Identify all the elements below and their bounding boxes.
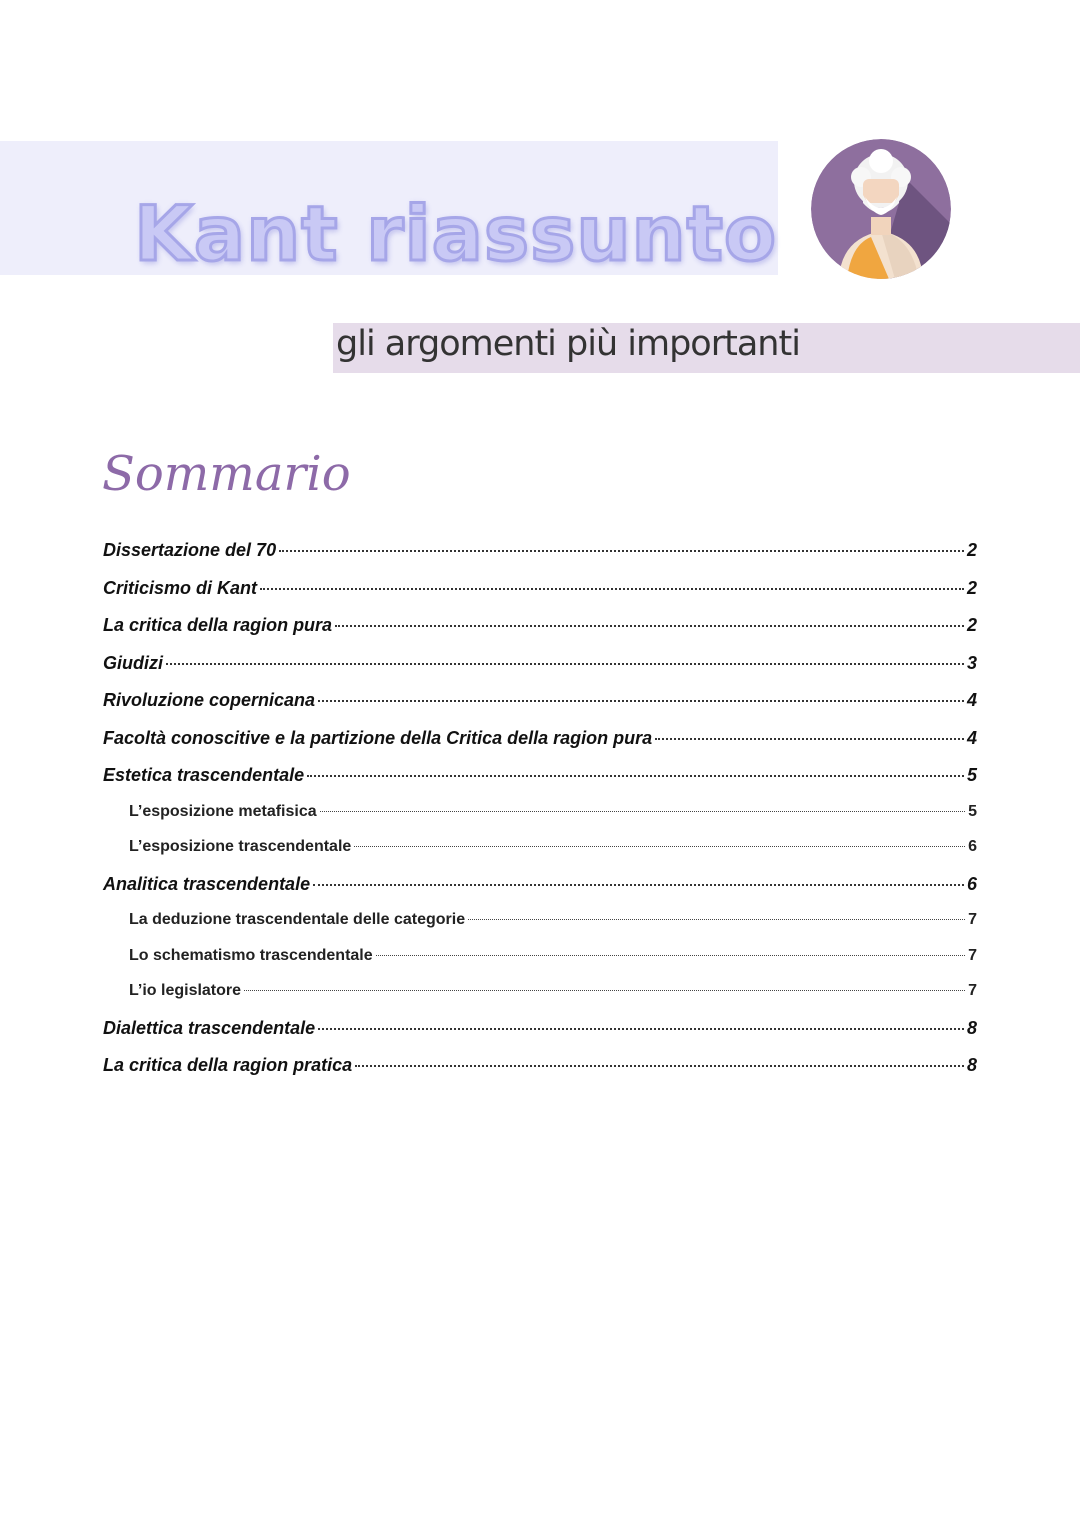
toc-entry-label: Dissertazione del 70 — [103, 540, 277, 560]
toc-entry[interactable] — [103, 690, 977, 728]
toc-entry[interactable] — [103, 653, 977, 691]
toc-entry-label: La critica della ragion pura — [103, 615, 333, 635]
toc-dot-leader — [355, 1065, 964, 1067]
toc-entry-label: Estetica trascendentale — [103, 765, 305, 785]
toc-entry[interactable] — [103, 1055, 977, 1093]
toc-dot-leader — [318, 1028, 964, 1030]
toc-entry[interactable] — [103, 982, 977, 1018]
toc-entry-page: 7 — [968, 911, 977, 928]
page-title: Kant riassunto — [134, 189, 778, 278]
toc-entry-label: L’esposizione trascendentale — [129, 838, 352, 855]
toc-entry-label: Criticismo di Kant — [103, 577, 258, 598]
toc-dot-leader — [307, 775, 964, 777]
toc-entry-page: 4 — [966, 727, 977, 748]
toc-entry-page: 7 — [968, 982, 977, 999]
toc-entry-label: La critica della ragion pratica — [103, 1055, 353, 1075]
toc-entry-page: 7 — [968, 946, 977, 964]
toc-dot-leader — [335, 625, 964, 627]
toc-entry-page: 5 — [968, 802, 977, 820]
toc-entry[interactable] — [103, 540, 977, 578]
toc-entry-page: 6 — [968, 838, 977, 855]
toc-entry[interactable] — [103, 1018, 977, 1056]
toc-entry-page: 2 — [966, 577, 977, 598]
toc-entry[interactable] — [103, 911, 977, 947]
toc-dot-leader — [354, 846, 965, 847]
toc-dot-leader — [655, 738, 964, 740]
toc-entry-page: 4 — [966, 690, 977, 710]
toc-entry-page: 2 — [966, 615, 977, 635]
toc-entry[interactable] — [103, 765, 977, 803]
toc-entry-label: L’esposizione metafisica — [129, 802, 317, 820]
toc-dot-leader — [468, 919, 965, 920]
toc-entry[interactable] — [103, 838, 977, 874]
toc-entry-label: Facoltà conoscitive e la partizione della Critica della ragion pura — [103, 727, 653, 748]
toc-entry[interactable] — [103, 728, 977, 766]
toc-entry-label: Rivoluzione copernicana — [103, 690, 316, 710]
toc-dot-leader — [376, 955, 965, 956]
toc-entry-label: Analitica trascendentale — [103, 873, 311, 894]
toc-dot-leader — [313, 884, 964, 886]
toc-heading: Sommario — [102, 446, 351, 502]
toc-entry[interactable] — [103, 874, 977, 912]
toc-entry-page: 6 — [966, 873, 977, 894]
philosopher-avatar-icon — [811, 139, 951, 279]
toc-entry-page: 3 — [966, 652, 977, 673]
toc-entry-page: 2 — [966, 540, 977, 560]
toc-entry-label: Dialettica trascendentale — [103, 1017, 316, 1038]
toc-entry-page: 8 — [966, 1017, 977, 1038]
toc-entry[interactable] — [103, 615, 977, 653]
toc-entry-label: L’io legislatore — [129, 982, 242, 999]
toc-entry-label: La deduzione trascendentale delle categorie — [129, 911, 466, 928]
toc-entry-page: 5 — [966, 765, 977, 785]
toc-entry-label: Lo schematismo trascendentale — [129, 946, 373, 964]
toc-dot-leader — [320, 811, 965, 812]
toc-dot-leader — [279, 550, 964, 552]
toc-entry-label: Giudizi — [103, 652, 163, 673]
toc-entry-page: 8 — [966, 1055, 977, 1075]
toc-dot-leader — [166, 663, 964, 665]
toc-entry[interactable] — [103, 947, 977, 983]
toc-dot-leader — [244, 990, 965, 991]
table-of-contents — [103, 540, 977, 1093]
toc-dot-leader — [318, 700, 964, 702]
page-subtitle: gli argomenti più importanti — [336, 324, 800, 364]
toc-entry[interactable] — [103, 803, 977, 839]
toc-entry[interactable] — [103, 578, 977, 616]
toc-dot-leader — [260, 588, 964, 590]
